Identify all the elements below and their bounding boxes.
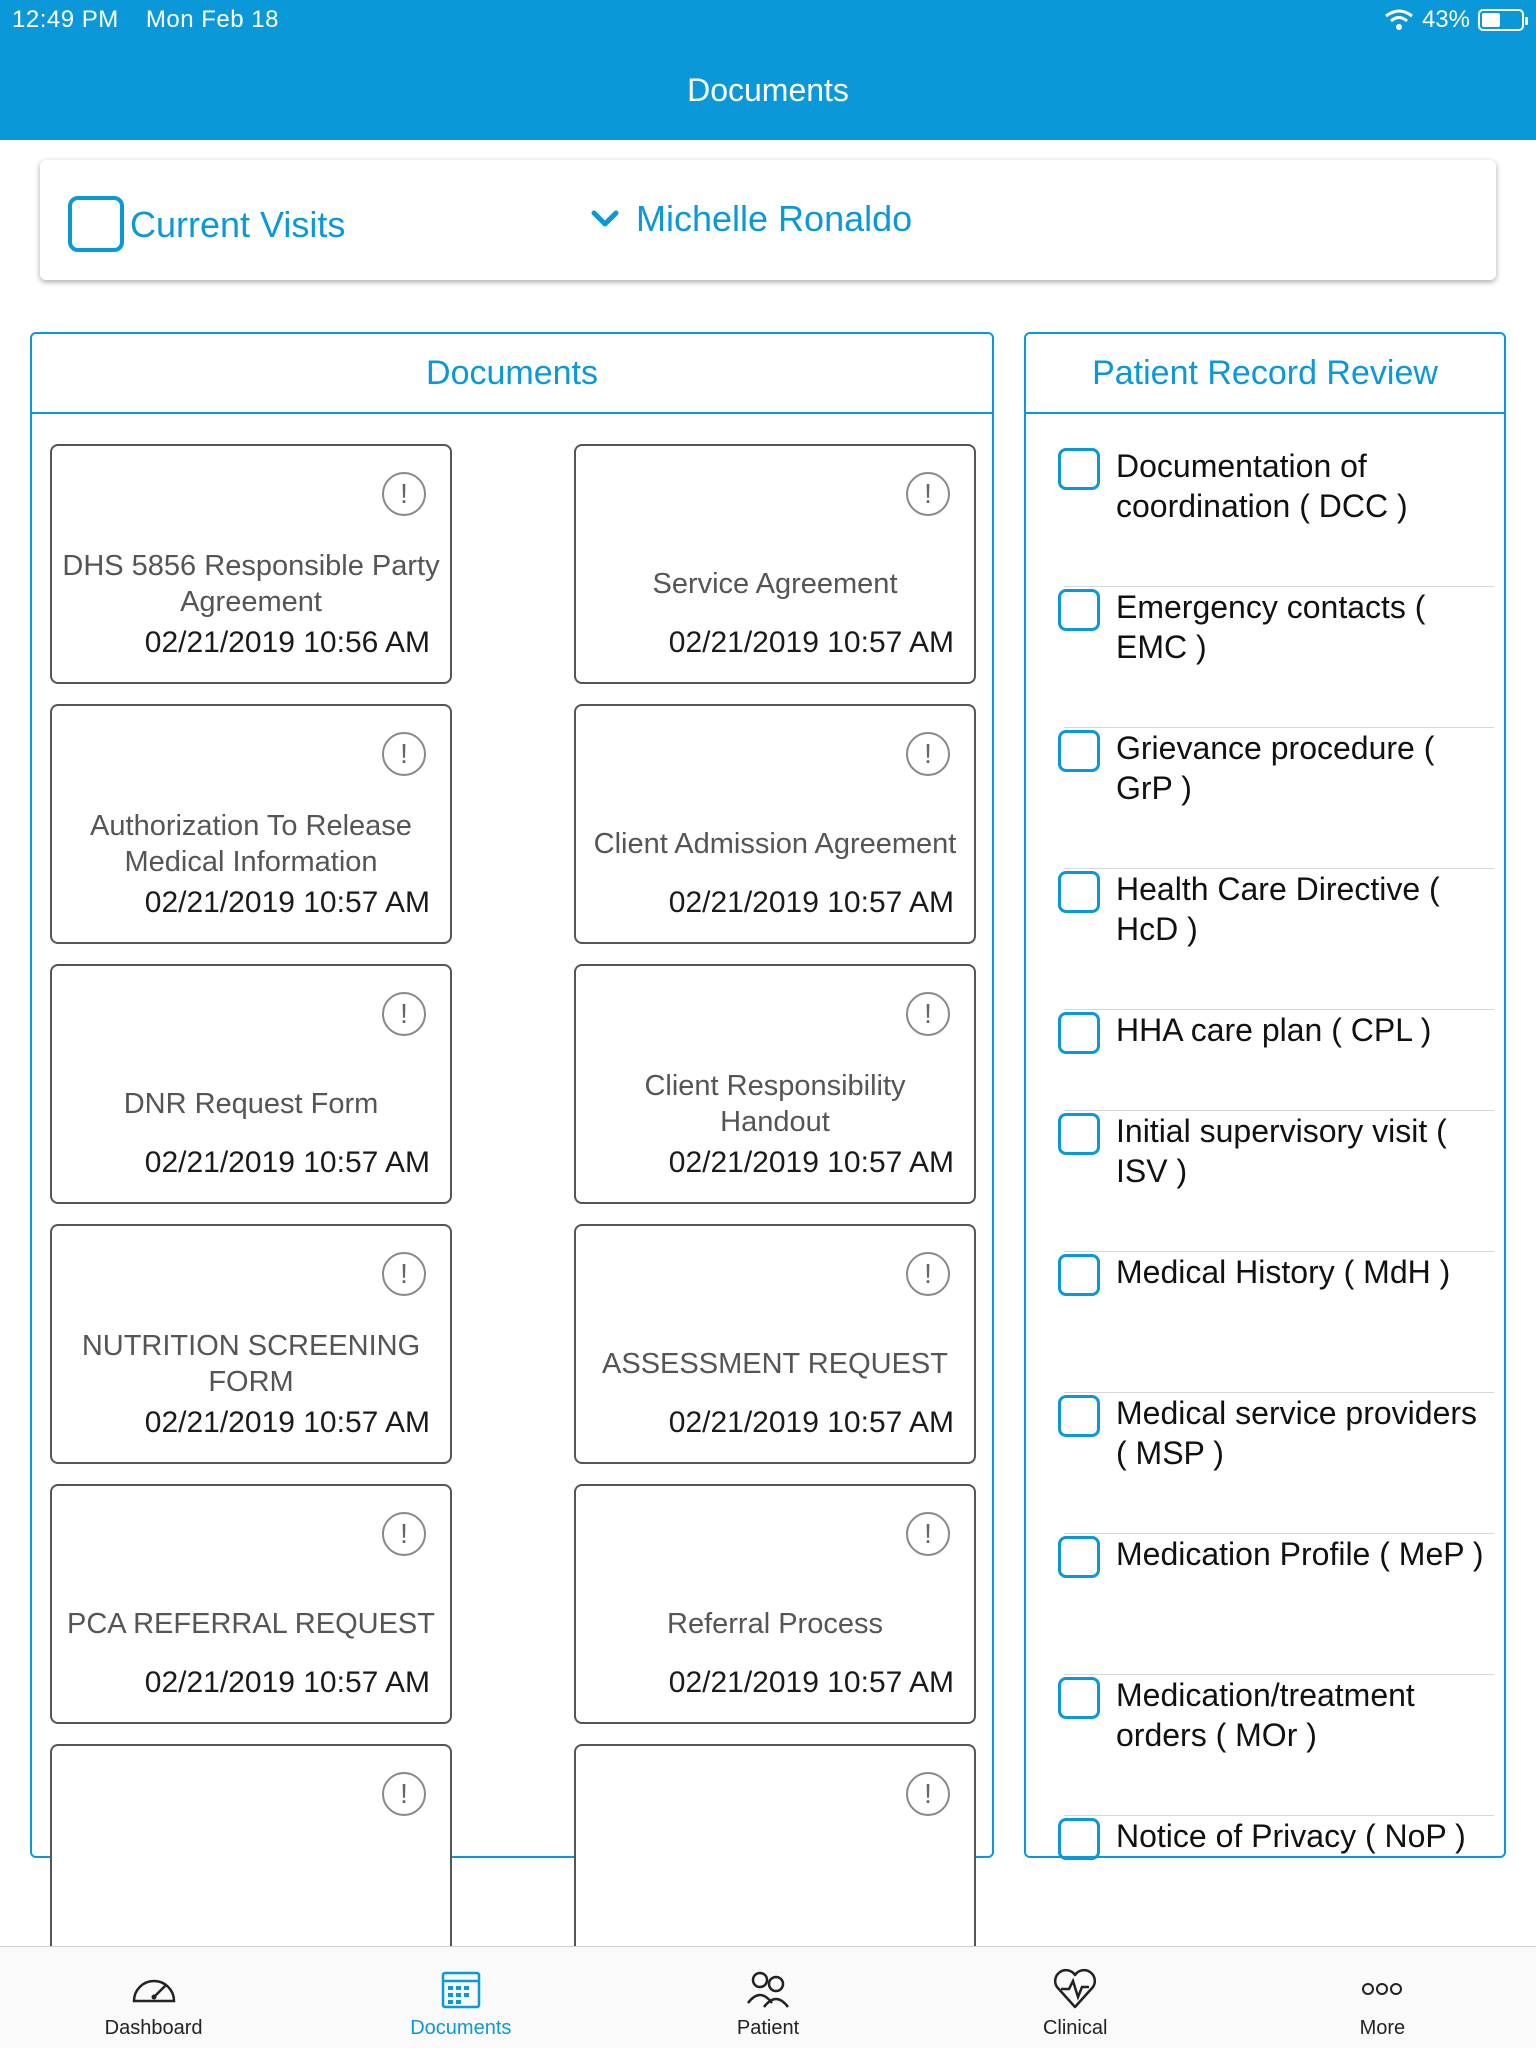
review-checklist-item[interactable] [1026, 1010, 1504, 1111]
document-card[interactable] [50, 1484, 452, 1724]
document-name: PCA REFERRAL REQUEST [67, 1608, 435, 1640]
document-card[interactable] [574, 1484, 976, 1724]
review-item-label: Emergency contacts ( EMC ) [1116, 589, 1426, 665]
review-checkbox[interactable] [1058, 1536, 1100, 1578]
review-item-label: Medication/treatment orders ( MOr ) [1116, 1677, 1415, 1753]
review-checkbox[interactable] [1058, 1113, 1100, 1155]
review-item-label: Documentation of coordination ( DCC ) [1116, 448, 1408, 524]
calendar-icon [435, 1963, 487, 2015]
document-name: DHS 5856 Responsible Party Agreement [62, 550, 440, 618]
document-card[interactable] [50, 444, 452, 684]
tab-more[interactable] [1229, 1947, 1536, 2048]
review-item-label: Health Care Directive ( HcD ) [1116, 871, 1440, 947]
battery-icon [1478, 9, 1524, 31]
review-checklist-item[interactable] [1026, 1816, 1504, 1957]
review-item-label: Initial supervisory visit ( ISV ) [1116, 1113, 1447, 1189]
review-checkbox[interactable] [1058, 730, 1100, 772]
review-item-label: HHA care plan ( CPL ) [1116, 1012, 1432, 1048]
document-name: Referral Process [667, 1608, 883, 1640]
review-item-label: Grievance procedure ( GrP ) [1116, 730, 1435, 806]
document-name: ASSESSMENT REQUEST [602, 1348, 948, 1380]
current-visits-label: Current Visits [130, 204, 346, 245]
review-checkbox[interactable] [1058, 448, 1100, 490]
document-name: NUTRITION SCREENING FORM [81, 1330, 421, 1398]
wifi-icon [1384, 8, 1414, 32]
alert-icon[interactable]: ! [382, 1512, 426, 1556]
review-checklist-item[interactable] [1026, 446, 1504, 587]
document-name: Service Agreement [652, 568, 898, 600]
tab-label-more: More [1359, 2017, 1406, 2039]
review-checklist-item[interactable] [1026, 1675, 1504, 1816]
alert-icon[interactable]: ! [382, 1252, 426, 1296]
gauge-icon [128, 1963, 180, 2015]
review-checkbox[interactable] [1058, 1395, 1100, 1437]
review-item-label: Medical service providers ( MSP ) [1116, 1395, 1478, 1471]
alert-icon[interactable]: ! [906, 472, 950, 516]
document-date: 02/21/2019 10:57 AM [668, 626, 954, 659]
tab-patient[interactable] [614, 1947, 921, 2048]
documents-panel-title: Documents [32, 334, 992, 414]
document-card[interactable] [50, 704, 452, 944]
document-name: DNR Request Form [123, 1088, 379, 1120]
document-date: 02/21/2019 10:57 AM [144, 1666, 430, 1699]
tab-label-documents: Documents [410, 2017, 512, 2039]
documents-grid[interactable] [32, 416, 992, 1814]
patient-name: Michelle Ronaldo [636, 198, 913, 239]
document-name: Authorization To Release Medical Information [90, 810, 412, 878]
alert-icon[interactable]: ! [382, 992, 426, 1036]
document-date: 02/21/2019 10:57 AM [668, 1666, 954, 1699]
review-checklist-item[interactable] [1026, 1534, 1504, 1675]
status-time: 12:49 PM [12, 6, 119, 33]
document-date: 02/21/2019 10:57 AM [668, 886, 954, 919]
alert-icon[interactable]: ! [906, 732, 950, 776]
status-bar-left [12, 6, 279, 34]
document-card[interactable] [574, 1224, 976, 1464]
document-card[interactable] [574, 444, 976, 684]
document-name: Client Admission Agreement [593, 828, 957, 860]
top-bar [0, 0, 1536, 140]
document-date: 02/21/2019 10:57 AM [668, 1146, 954, 1179]
visit-selector-card [40, 160, 1496, 280]
review-checklist-item[interactable] [1026, 869, 1504, 1010]
document-card[interactable] [574, 964, 976, 1204]
alert-icon[interactable]: ! [906, 1252, 950, 1296]
review-checkbox[interactable] [1058, 1012, 1100, 1054]
review-checklist-item[interactable] [1026, 1393, 1504, 1534]
patient-record-review-panel [1024, 332, 1506, 1858]
alert-icon[interactable]: ! [906, 992, 950, 1036]
review-checkbox[interactable] [1058, 1254, 1100, 1296]
review-checklist-item[interactable] [1026, 1111, 1504, 1252]
alert-icon[interactable]: ! [382, 472, 426, 516]
status-date: Mon Feb 18 [145, 6, 279, 33]
battery-percent: 43% [1421, 6, 1470, 33]
review-list[interactable] [1026, 416, 1504, 1854]
tab-clinical[interactable] [922, 1947, 1229, 2048]
document-date: 02/21/2019 10:57 AM [668, 1406, 954, 1439]
alert-icon[interactable]: ! [382, 732, 426, 776]
review-checkbox[interactable] [1058, 1818, 1100, 1860]
document-date: 02/21/2019 10:57 AM [144, 1146, 430, 1179]
review-item-label: Medical History ( MdH ) [1116, 1254, 1451, 1290]
document-card[interactable] [50, 964, 452, 1204]
people-icon [742, 1963, 794, 2015]
review-panel-title: Patient Record Review [1026, 334, 1504, 414]
document-date: 02/21/2019 10:57 AM [144, 886, 430, 919]
tab-bar [0, 1946, 1536, 2048]
alert-icon[interactable]: ! [906, 1512, 950, 1556]
tab-documents[interactable] [307, 1947, 614, 2048]
current-visits-checkbox[interactable] [68, 196, 124, 252]
page-title: Documents [687, 72, 849, 108]
review-item-label: Notice of Privacy ( NoP ) [1116, 1818, 1466, 1854]
review-checkbox[interactable] [1058, 1677, 1100, 1719]
alert-icon[interactable]: ! [382, 1772, 426, 1816]
more-dots-icon [1356, 1963, 1408, 2015]
review-checklist-item[interactable] [1026, 587, 1504, 728]
review-checkbox[interactable] [1058, 871, 1100, 913]
status-bar-right [1384, 6, 1524, 34]
review-checklist-item[interactable] [1026, 1252, 1504, 1393]
heart-pulse-icon [1049, 1963, 1101, 2015]
tab-dashboard[interactable] [0, 1947, 307, 2048]
document-date: 02/21/2019 10:56 AM [144, 626, 430, 659]
review-checkbox[interactable] [1058, 589, 1100, 631]
tab-label-patient: Patient [736, 2017, 800, 2039]
review-item-label: Medication Profile ( MeP ) [1116, 1536, 1484, 1572]
document-name [586, 1834, 964, 1934]
document-name: Client Responsibility Handout [644, 1070, 906, 1138]
document-card[interactable] [574, 704, 976, 944]
patient-dropdown[interactable] [590, 198, 912, 240]
document-name [62, 1834, 440, 1934]
documents-panel [30, 332, 994, 1858]
chevron-down-icon [590, 204, 620, 234]
document-date: 02/21/2019 10:57 AM [144, 1406, 430, 1439]
document-card[interactable] [50, 1224, 452, 1464]
tab-label-clinical: Clinical [1042, 2017, 1108, 2039]
alert-icon[interactable]: ! [906, 1772, 950, 1816]
review-checklist-item[interactable] [1026, 728, 1504, 869]
tab-label-dashboard: Dashboard [104, 2017, 203, 2039]
